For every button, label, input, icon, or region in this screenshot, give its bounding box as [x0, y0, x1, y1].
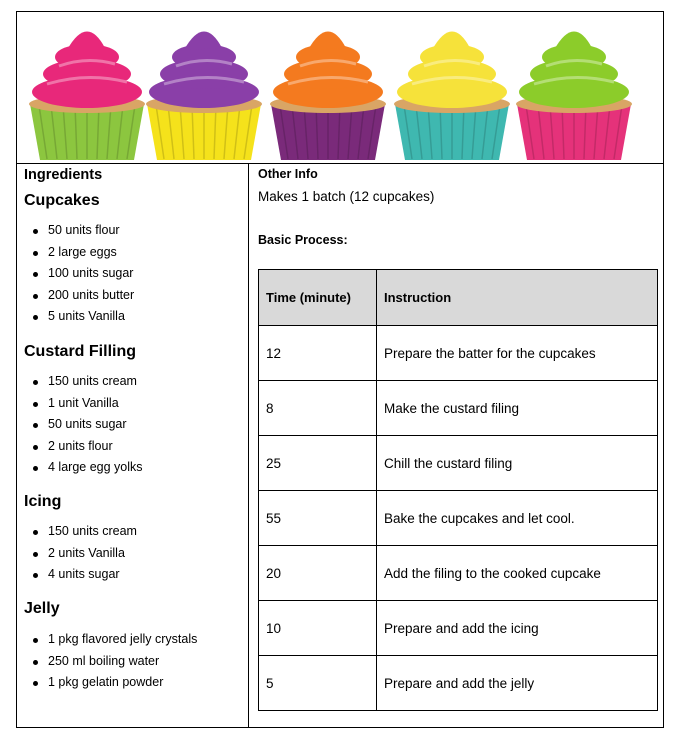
cell-instruction: Bake the cupcakes and let cool. [377, 491, 658, 546]
section-title-icing: Icing [24, 493, 62, 510]
cell-time: 8 [259, 381, 377, 436]
table-row [259, 656, 658, 711]
cell-instruction: Chill the custard filing [377, 436, 658, 491]
section-title-cupcakes: Cupcakes [24, 192, 100, 209]
list-item: 150 units cream [31, 371, 143, 393]
cell-time: 12 [259, 326, 377, 381]
header-instruction: Instruction [377, 270, 658, 326]
cell-time: 55 [259, 491, 377, 546]
list-item: 150 units cream [31, 521, 137, 543]
table-row [259, 601, 658, 656]
list-cupcakes [31, 220, 134, 328]
other-info-title: Other Info [258, 167, 318, 181]
table-row [259, 436, 658, 491]
header-time: Time (minute) [259, 270, 377, 326]
process-table [258, 269, 658, 711]
cell-time: 25 [259, 436, 377, 491]
table-row [259, 491, 658, 546]
ingredients-title: Ingredients [24, 167, 103, 183]
list-item: 2 units flour [31, 436, 143, 458]
table-row [259, 546, 658, 601]
table-row [259, 381, 658, 436]
cupcake-illustration [146, 31, 262, 160]
list-icing [31, 521, 137, 586]
list-item: 100 units sugar [31, 263, 134, 285]
cupcake-banner [17, 12, 663, 164]
list-item: 5 units Vanilla [31, 306, 134, 328]
cell-instruction: Prepare and add the icing [377, 601, 658, 656]
list-item: 2 large eggs [31, 242, 134, 264]
cupcake-illustration [394, 31, 510, 160]
list-item: 1 unit Vanilla [31, 393, 143, 415]
section-title-jelly: Jelly [24, 600, 60, 617]
table-row [259, 326, 658, 381]
other-info-panel [249, 164, 663, 727]
recipe-card [16, 11, 664, 728]
ingredients-panel [17, 164, 249, 727]
cell-time: 10 [259, 601, 377, 656]
cell-instruction: Make the custard filing [377, 381, 658, 436]
list-item: 4 large egg yolks [31, 457, 143, 479]
list-item: 250 ml boiling water [31, 651, 197, 673]
list-item: 200 units butter [31, 285, 134, 307]
cell-instruction: Prepare and add the jelly [377, 656, 658, 711]
list-item: 50 units sugar [31, 414, 143, 436]
process-title: Basic Process: [258, 233, 348, 247]
list-custard [31, 371, 143, 479]
list-jelly [31, 629, 197, 694]
table-header-row [259, 270, 658, 326]
cupcake-illustration [516, 31, 632, 160]
section-title-custard: Custard Filling [24, 343, 136, 360]
list-item: 1 pkg gelatin powder [31, 672, 197, 694]
list-item: 2 units Vanilla [31, 543, 137, 565]
cupcake-illustration [270, 31, 386, 160]
cupcakes-image [17, 12, 663, 164]
cupcake-illustration [29, 31, 145, 160]
cell-instruction: Prepare the batter for the cupcakes [377, 326, 658, 381]
list-item: 1 pkg flavored jelly crystals [31, 629, 197, 651]
cell-time: 20 [259, 546, 377, 601]
list-item: 4 units sugar [31, 564, 137, 586]
cell-time: 5 [259, 656, 377, 711]
batch-text: Makes 1 batch (12 cupcakes) [258, 189, 435, 204]
cell-instruction: Add the filing to the cooked cupcake [377, 546, 658, 601]
list-item: 50 units flour [31, 220, 134, 242]
